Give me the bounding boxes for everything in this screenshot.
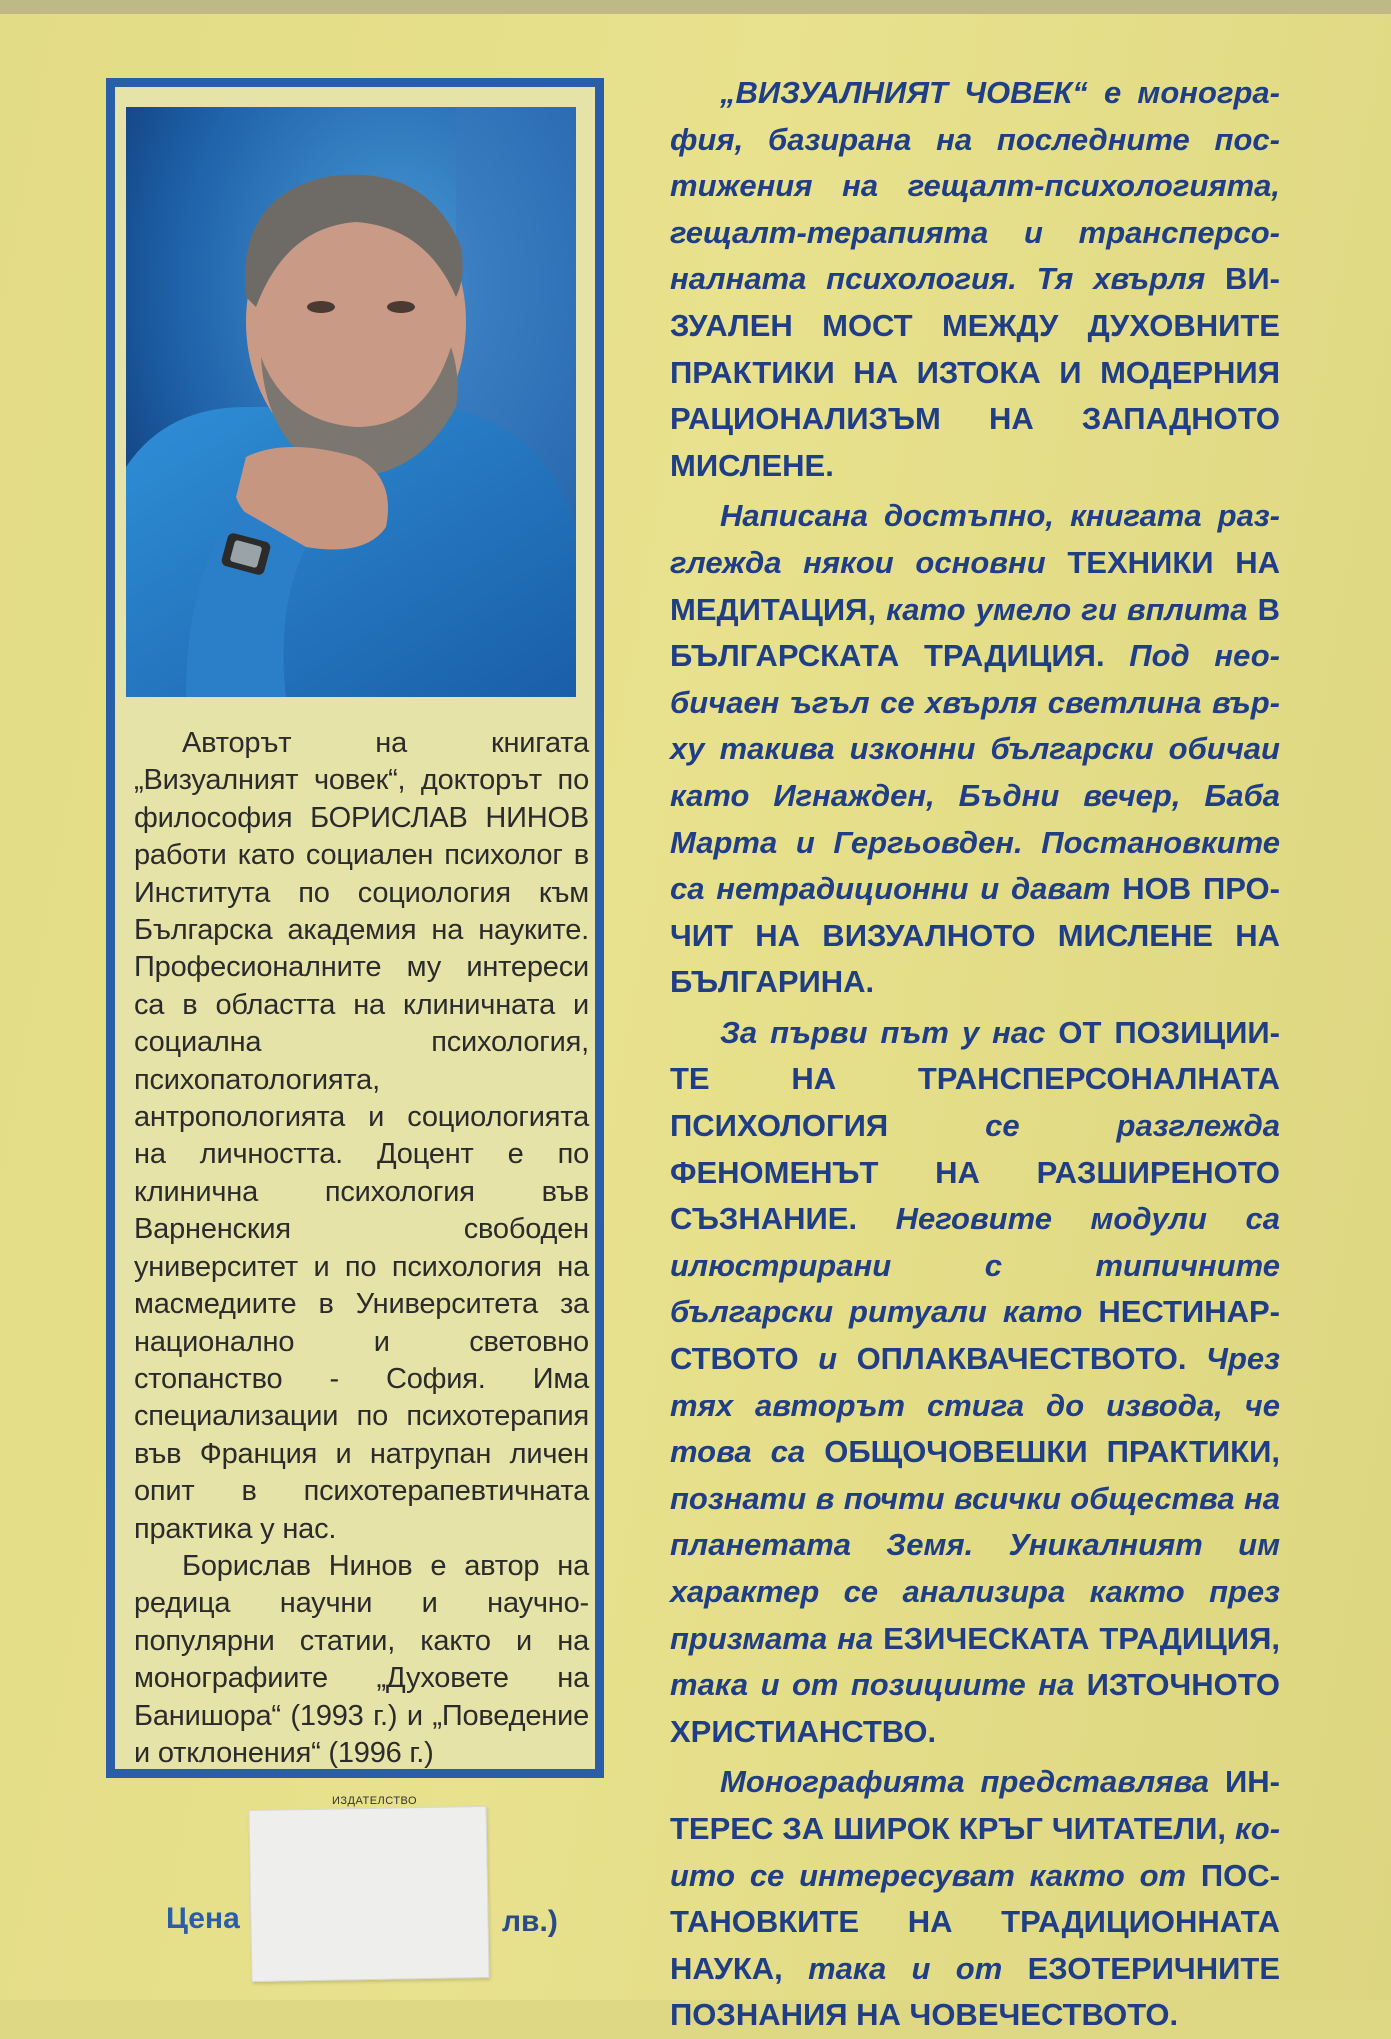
bio-paragraph-2: Борислав Нинов е автор на редица научни и научно-популярни статии, както и на монографиите „Духовете на Банишора“ (1993 г.) и „Поведение и отклонения“ (1996 г.) xyxy=(134,1549,589,1769)
caps-text-run: НЕСТИНАРСТВОТО xyxy=(670,1294,1280,1377)
italic-text-run: като умело ги вплита xyxy=(876,591,1258,627)
italic-text-run: които се интересуват както от xyxy=(670,1810,1281,1893)
italic-text-run: Под необичаен ъгъл се хвърля светлина върху такива изконни български обичаи като Игнажден, Бъдни вечер, Баба Марта и Гергьовден. Постановките са нетрадиционни и дават xyxy=(670,638,1280,907)
italic-text-run: така и от позициите на xyxy=(670,1667,1087,1703)
caps-text-run: ОПЛАКВАЧЕСТВОТО. xyxy=(856,1341,1187,1377)
caps-text-run: ИЗТОЧНОТО ХРИСТИАНСТВО. xyxy=(670,1667,1280,1749)
page-edge xyxy=(0,0,1391,14)
price-unit: лв.) xyxy=(502,1905,558,1938)
author-photo xyxy=(126,107,576,697)
italic-text-run: познати в почти всички общества на планетата Земя. Уникалният им характер се анализира както през призмата на xyxy=(670,1480,1280,1656)
caps-text-run: ОТ ПОЗИЦИИТЕ НА ТРАНСПЕРСОНАЛНАТА ПСИХОЛОГИЯ xyxy=(670,1014,1280,1144)
italic-text-run: и xyxy=(798,1341,857,1377)
italic-text-run: Написана достъпно, книгата разглежда някои основни xyxy=(670,498,1280,580)
caps-text-run: ТЕХНИКИ НА МЕДИТАЦИЯ, xyxy=(670,544,1280,627)
publisher-label: ИЗДАТЕЛСТВО xyxy=(332,1795,418,1807)
italic-text-run: Монографията представлява xyxy=(720,1764,1225,1800)
book-description xyxy=(670,70,1280,2039)
italic-text-run: Чрез тях авторът стига до извода, че това са xyxy=(670,1341,1280,1470)
caps-text-run: НОВ ПРОЧИТ НА ВИЗУАЛНОТО МИСЛЕНЕ НА БЪЛГАРИНА. xyxy=(670,871,1280,1000)
caps-text-run: ВИЗУАЛЕН МОСТ МЕЖДУ ДУХОВНИТЕ ПРАКТИКИ НА ИЗТОКА И МОДЕРНИЯ РАЦИОНАЛИЗЪМ НА ЗАПАДНОТО МИСЛЕНЕ. xyxy=(670,261,1280,483)
caps-text-run: В БЪЛГАРСКАТА ТРАДИЦИЯ. xyxy=(670,591,1280,674)
description-paragraph xyxy=(670,1010,1280,1756)
author-bio xyxy=(134,725,589,1772)
price-label: Цена xyxy=(166,1902,240,1935)
caps-text-run: ИНТЕРЕС ЗА ШИРОК КРЪГ ЧИТАТЕЛИ, xyxy=(670,1764,1280,1846)
caps-text-run: ФЕНОМЕНЪТ НА РАЗШИРЕНОТО СЪЗНАНИЕ. xyxy=(670,1154,1280,1237)
italic-text-run: се разглежда xyxy=(888,1108,1280,1144)
price-sticker xyxy=(249,1806,490,1982)
italic-text-run: „ВИЗУАЛНИЯТ ЧОВЕК“ е монография, базирана на последните постижения на гещалт-психологията, гещалт-терапията и трансперсоналната психология. Тя хвърля xyxy=(670,75,1280,297)
caps-text-run: ЕЗИЧЕСКАТА ТРАДИЦИЯ, xyxy=(883,1620,1280,1656)
italic-text-run: така и от xyxy=(782,1950,1028,1986)
description-paragraph xyxy=(670,493,1280,1006)
description-paragraph xyxy=(670,1759,1280,2039)
description-paragraph xyxy=(670,70,1280,489)
caps-text-run: ЕЗОТЕРИЧНИТЕ ПОЗНАНИЯ НА ЧОВЕЧЕСТВОТО. xyxy=(670,1950,1280,2033)
bio-paragraph-1: Авторът на книгата „Визуалният човек“, докторът по философия БОРИСЛАВ НИНОВ работи като социален психолог в Института по социология към Българска академия на науките. Професионалните му интереси са в областта на клиничната и социална психология, психопатологията, антропологията и социологията на личността. Доцент е по клинична психология във Варненския свободен университет и по психология на масмедиите в Университета за национално и световно стопанство - София. Има специализации по психотерапия във Франция и натрупан личен опит в психотерапевтичната практика у нас. xyxy=(134,727,589,1545)
caps-text-run: ОБЩОЧОВЕШКИ ПРАКТИКИ, xyxy=(824,1434,1280,1470)
italic-text-run: Неговите модули са илюстрирани с типичните български ритуали като xyxy=(670,1201,1280,1330)
italic-text-run: За първи път у нас xyxy=(720,1014,1059,1050)
caps-text-run: ПОСТАНОВКИТЕ НА ТРАДИЦИОННАТА НАУКА, xyxy=(670,1857,1280,1986)
